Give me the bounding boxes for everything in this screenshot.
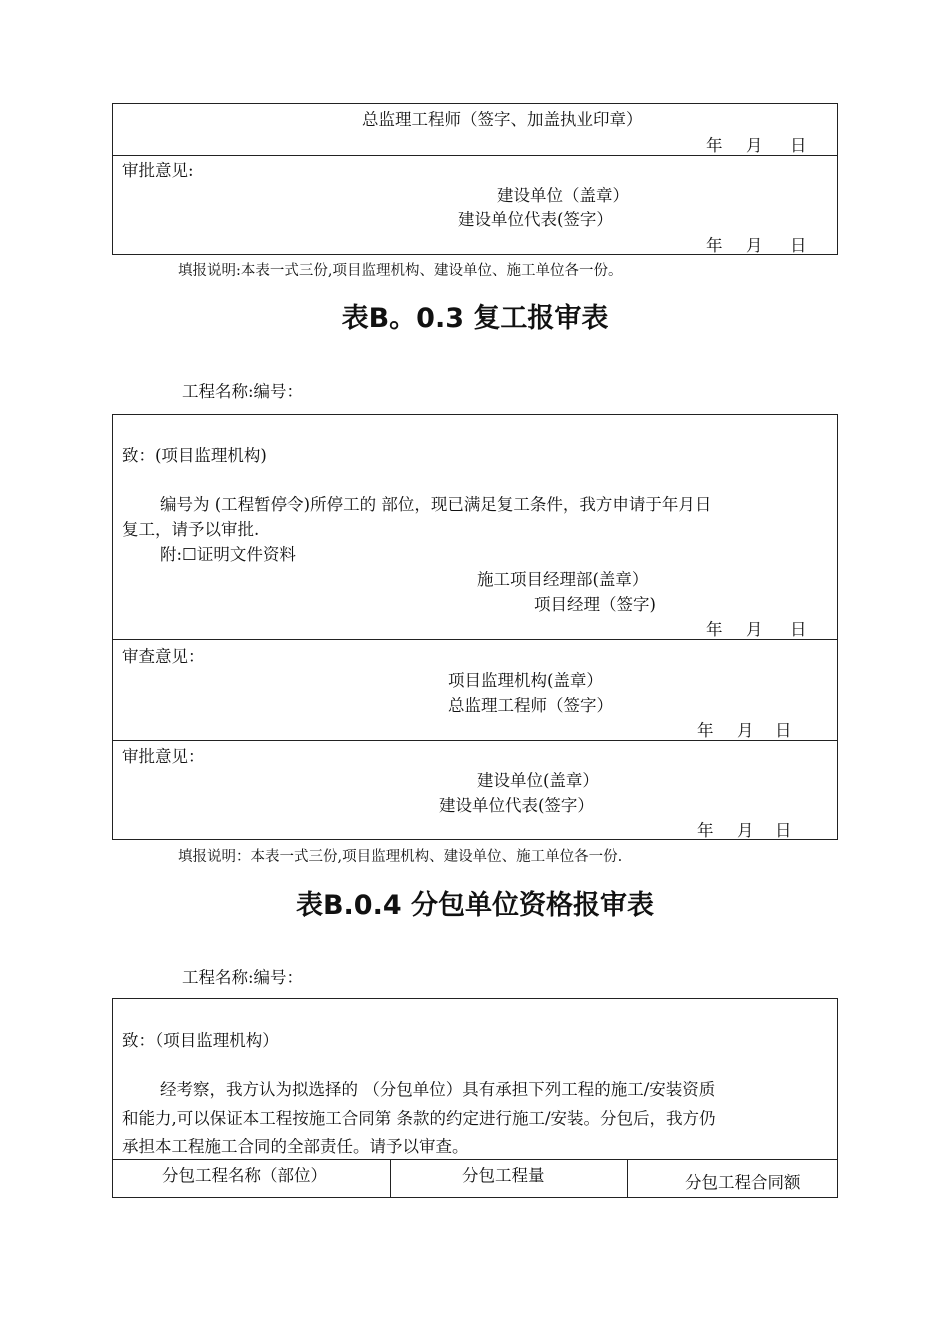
top-date-1 <box>706 132 807 156</box>
owner-rep-sign: 建设单位代表(签字） <box>458 210 613 229</box>
form-title-b04: 表B.0.4 分包单位资格报审表 <box>295 890 655 921</box>
date-month: 月 <box>746 136 763 155</box>
supervision-seal: 项目监理机构(盖章） <box>448 671 603 690</box>
approval-label: 审批意见: <box>122 161 194 180</box>
body-line-2-b03: 复工，请予以审批. <box>122 520 260 539</box>
date-year: 年 <box>706 236 723 255</box>
fill-note-2: 填报说明：本表一式三份,项目监理机构、建设单位、施工单位各一份. <box>178 849 623 865</box>
review-label-b03: 审查意见： <box>122 647 205 666</box>
b03-date-1 <box>706 616 807 640</box>
date-day: 日 <box>790 136 807 155</box>
chief-sign-b03: 总监理工程师（签字） <box>448 696 613 715</box>
owner-seal-b03: 建设单位(盖章） <box>477 771 599 790</box>
date-day: 日 <box>775 721 792 740</box>
date-year: 年 <box>697 821 714 840</box>
date-day: 日 <box>790 620 807 639</box>
project-line-b03: 工程名称:编号： <box>182 382 304 401</box>
approval-label-b03: 审批意见： <box>122 747 205 766</box>
column-header-name: 分包工程名称（部位） <box>162 1166 327 1185</box>
column-header-contract-amount: 分包工程合同额 <box>685 1173 801 1192</box>
attachment-b03: 附:☐证明文件资料 <box>160 545 296 564</box>
date-month: 月 <box>746 236 763 255</box>
date-day: 日 <box>775 821 792 840</box>
pm-sign: 项目经理（签字) <box>534 595 656 614</box>
date-month: 月 <box>746 620 763 639</box>
form-b04-divider <box>112 1159 838 1160</box>
date-year: 年 <box>706 620 723 639</box>
date-day: 日 <box>790 236 807 255</box>
contractor-seal: 施工项目经理部(盖章） <box>477 570 649 589</box>
form-b04-col-sep-1 <box>390 1159 391 1198</box>
column-header-quantity: 分包工程量 <box>462 1166 545 1185</box>
form-title-b03: 表B。0.3 复工报审表 <box>341 303 609 334</box>
body-line-2-b04: 和能力,可以保证本工程按施工合同第 条款的约定进行施工/安装。分包后，我方仍 <box>122 1109 716 1128</box>
owner-seal: 建设单位（盖章） <box>497 186 629 205</box>
date-year: 年 <box>706 136 723 155</box>
date-month: 月 <box>737 721 754 740</box>
b03-date-2 <box>697 717 792 741</box>
to-line-b03: 致：(项目监理机构) <box>122 446 267 465</box>
body-line-3-b04: 承担本工程施工合同的全部责任。请予以审查。 <box>122 1137 469 1156</box>
chief-engineer-sign: 总监理工程师（签字、加盖执业印章） <box>362 110 643 129</box>
fill-note-1: 填报说明:本表一式三份,项目监理机构、建设单位、施工单位各一份。 <box>178 263 623 279</box>
body-line-1-b03: 编号为 (工程暂停令)所停工的 部位，现已满足复工条件，我方申请于年月日 <box>160 495 712 514</box>
owner-rep-sign-b03: 建设单位代表(签字） <box>439 796 594 815</box>
top-date-2 <box>706 232 807 256</box>
form-b04-col-sep-2 <box>627 1159 628 1198</box>
body-line-1-b04: 经考察，我方认为拟选择的 （分包单位）具有承担下列工程的施工/安装资质 <box>160 1080 716 1099</box>
to-line-b04: 致：（项目监理机构） <box>122 1031 279 1050</box>
date-month: 月 <box>737 821 754 840</box>
b03-date-3 <box>697 817 792 841</box>
date-year: 年 <box>697 721 714 740</box>
project-line-b04: 工程名称:编号： <box>182 968 304 987</box>
